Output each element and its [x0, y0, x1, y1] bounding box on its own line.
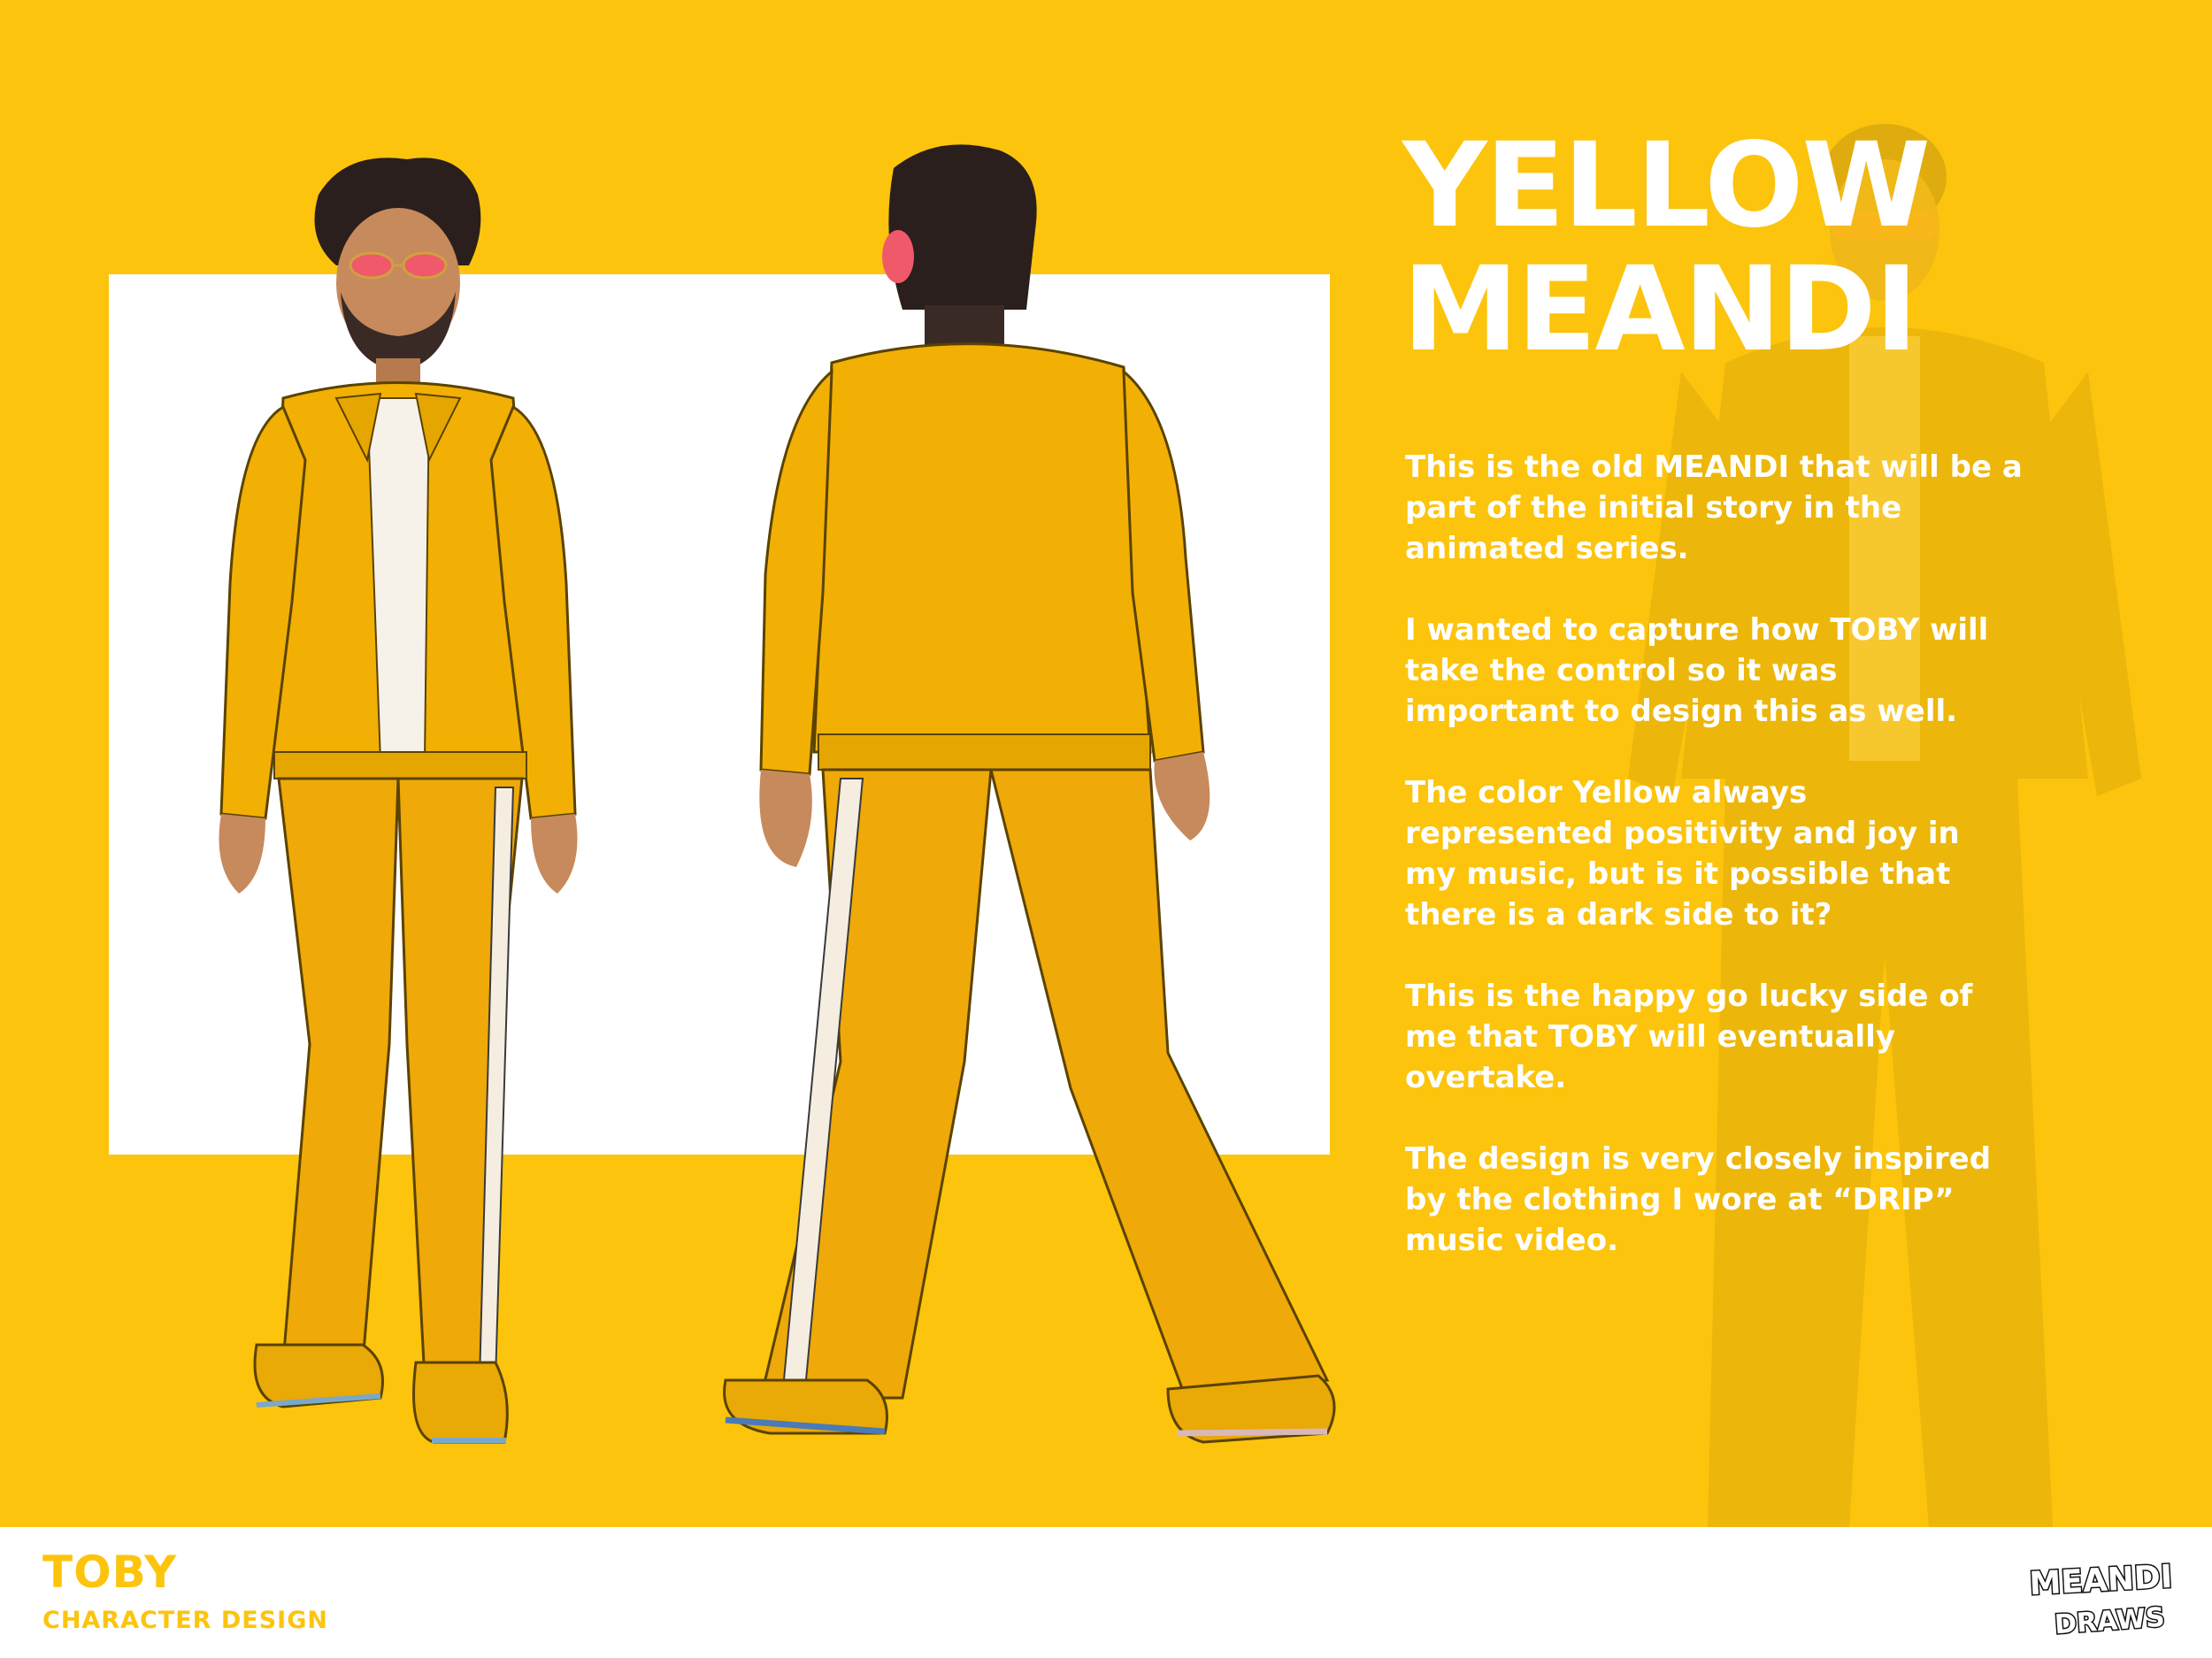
character-back-view: [708, 133, 1363, 1451]
page-title: [1402, 118, 2181, 378]
character-front-view: [204, 142, 593, 1451]
svg-text:MEANDI: [2029, 1559, 2174, 1602]
description-paragraph-4: This is the happy go lucky side of me that TOBY will eventually overtake.: [1405, 979, 1973, 1095]
character-name: TOBY: [42, 1547, 178, 1598]
svg-text:DRAWS: [2054, 1602, 2166, 1641]
title-line-2: MEANDI: [1402, 242, 1916, 378]
description-paragraph-5: The design is very closely inspired by the clothing I wore at “DRIP” music video.: [1405, 1141, 1992, 1258]
meandi-draws-logo: [2026, 1554, 2177, 1642]
description-paragraph-3: The color Yellow always represented positivity and joy in my music, but is it possible that there is a dark side to it?: [1405, 775, 1960, 933]
description-paragraph-1: This is the old MEANDI that will be a part of the initial story in the animated series.: [1405, 449, 2023, 566]
logo-line-2: DRAWS: [2053, 1601, 2166, 1641]
footer-bar: [0, 1527, 2212, 1658]
description-paragraph-2: I wanted to capture how TOBY will take the control so it was important to design this as well.: [1405, 612, 1989, 729]
logo-line-1: MEANDI: [2028, 1558, 2174, 1603]
character-design-caption: CHARACTER DESIGN: [42, 1607, 328, 1634]
description-text: [1405, 447, 2184, 1301]
title-line-1: YELLOW: [1402, 118, 1930, 254]
